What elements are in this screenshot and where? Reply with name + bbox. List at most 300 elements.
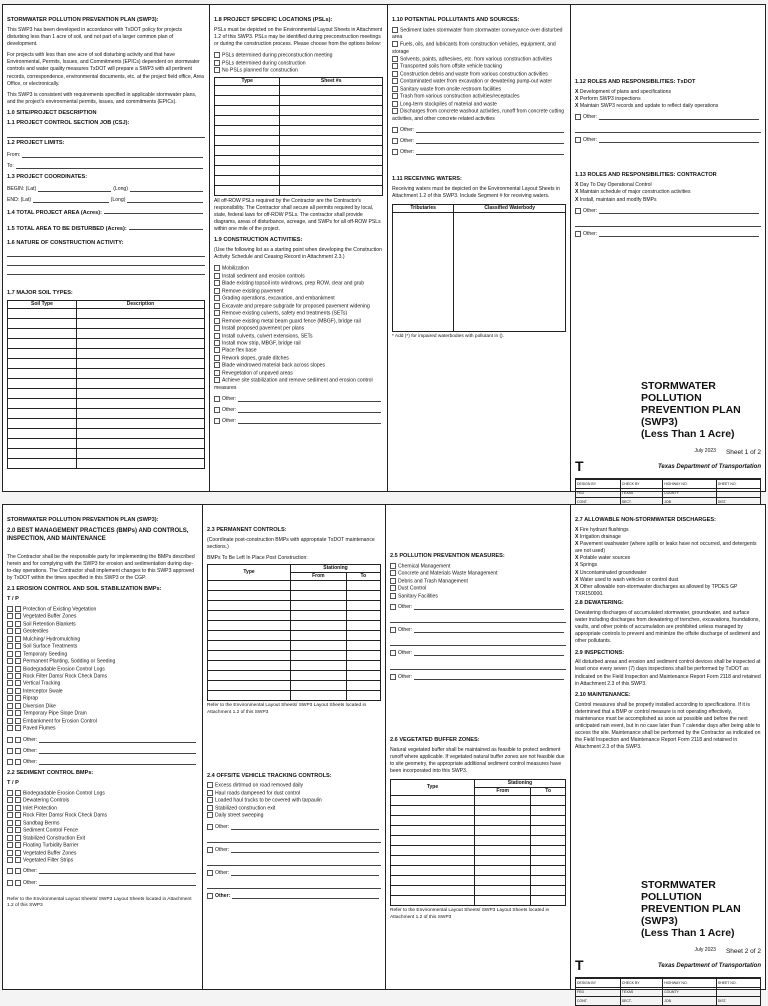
- agency-row: [575, 956, 761, 978]
- list-item[interactable]: [214, 295, 383, 302]
- table-row[interactable]: [208, 621, 381, 631]
- checkbox[interactable]: [7, 857, 13, 863]
- list-item[interactable]: [214, 333, 383, 340]
- list-item[interactable]: [7, 790, 198, 797]
- list-item[interactable]: [7, 606, 198, 613]
- list-item[interactable]: [214, 325, 383, 332]
- highway-cell: HIGHWAY NO.: [663, 979, 717, 988]
- table-row[interactable]: [8, 399, 205, 409]
- table-row[interactable]: [391, 876, 566, 886]
- list-item[interactable]: [392, 108, 566, 123]
- discharges-list: [575, 527, 761, 598]
- table-row[interactable]: [215, 165, 383, 175]
- checkbox[interactable]: [15, 850, 21, 856]
- list-item[interactable]: X Day To Day Operational Control: [575, 182, 652, 189]
- table-row[interactable]: [391, 846, 566, 856]
- other-field[interactable]: [599, 137, 759, 143]
- table-row[interactable]: [391, 856, 566, 866]
- list-item[interactable]: [207, 812, 381, 819]
- checkbox[interactable]: [214, 362, 220, 368]
- table-row[interactable]: [208, 591, 381, 601]
- list-item[interactable]: [392, 93, 566, 100]
- other-field[interactable]: [238, 418, 381, 424]
- other-line[interactable]: [390, 615, 566, 623]
- other-field[interactable]: [599, 208, 759, 214]
- checkbox[interactable]: [214, 310, 220, 316]
- checkbox[interactable]: [15, 805, 21, 811]
- list-item[interactable]: [7, 636, 198, 643]
- other-field[interactable]: [231, 847, 379, 853]
- table-row[interactable]: [215, 125, 383, 135]
- other-field[interactable]: [238, 407, 381, 413]
- checkbox[interactable]: [15, 636, 21, 642]
- checkbox[interactable]: [7, 725, 13, 731]
- checkbox[interactable]: [214, 340, 220, 346]
- checkbox[interactable]: [15, 812, 21, 818]
- list-item[interactable]: [214, 288, 383, 295]
- table-row[interactable]: [8, 449, 205, 459]
- checkbox[interactable]: [214, 377, 220, 383]
- list-item[interactable]: [7, 835, 198, 842]
- checkbox[interactable]: [7, 666, 13, 672]
- list-item[interactable]: [214, 377, 383, 392]
- list-item[interactable]: [214, 370, 383, 377]
- checkbox[interactable]: [392, 27, 398, 33]
- revision-date: July 2023: [694, 947, 716, 954]
- table-row[interactable]: [8, 309, 205, 319]
- list-item[interactable]: [390, 593, 566, 600]
- table-row[interactable]: [391, 866, 566, 876]
- table-row[interactable]: [8, 349, 205, 359]
- checkbox[interactable]: [7, 628, 13, 634]
- list-item[interactable]: [390, 570, 566, 577]
- other-line[interactable]: [390, 638, 566, 646]
- table-row[interactable]: [8, 379, 205, 389]
- table-row[interactable]: [208, 651, 381, 661]
- checkbox[interactable]: [7, 695, 13, 701]
- checkbox[interactable]: [7, 842, 13, 848]
- checkbox[interactable]: [214, 273, 220, 279]
- checkbox[interactable]: [392, 56, 398, 62]
- other-field[interactable]: [39, 868, 196, 874]
- other-label: Other:: [398, 673, 413, 680]
- list-item[interactable]: [214, 355, 383, 362]
- table-row[interactable]: [8, 389, 205, 399]
- other-field[interactable]: [238, 396, 381, 402]
- list-item[interactable]: [390, 585, 566, 592]
- table-row[interactable]: [215, 185, 383, 195]
- list-item-label: Debris and Trash Management: [398, 578, 468, 585]
- list-item[interactable]: [214, 273, 383, 280]
- table-row[interactable]: [8, 429, 205, 439]
- checkbox[interactable]: [214, 355, 220, 361]
- list-item-label: Water used to wash vehicles or control dust: [579, 576, 679, 583]
- checkbox[interactable]: [15, 658, 21, 664]
- list-item-label: Contaminated water from excavation or dewatering pump-out water: [400, 78, 553, 85]
- list-item[interactable]: X Perform SWP3 inspections: [575, 95, 641, 102]
- list-item-label: Construction debris and waste from various construction activities: [400, 71, 548, 78]
- checkbox[interactable]: [207, 812, 213, 818]
- list-item[interactable]: X Maintain SWP3 records and update to reflect daily operations: [575, 103, 719, 110]
- other-field[interactable]: [39, 748, 196, 754]
- table-row[interactable]: [215, 105, 383, 115]
- list-item[interactable]: [207, 797, 381, 804]
- list-item[interactable]: X Uncontaminated groundwater: [575, 569, 647, 576]
- table-row[interactable]: [391, 896, 566, 906]
- sheet1-col2: [210, 5, 388, 491]
- agency-name: Texas Department of Transportation: [657, 963, 761, 969]
- list-item[interactable]: [7, 725, 198, 732]
- checkbox[interactable]: [7, 805, 13, 811]
- checkbox[interactable]: [214, 280, 220, 286]
- list-item[interactable]: [7, 710, 198, 717]
- list-item[interactable]: [392, 56, 566, 63]
- checkbox[interactable]: [15, 725, 21, 731]
- table-row[interactable]: [8, 319, 205, 329]
- checkbox[interactable]: [214, 303, 220, 309]
- checkbox[interactable]: [392, 41, 398, 47]
- table-row[interactable]: [215, 155, 383, 165]
- checkbox[interactable]: [15, 643, 21, 649]
- table-row[interactable]: [208, 581, 381, 591]
- list-item[interactable]: [390, 563, 566, 570]
- list-item[interactable]: [7, 850, 198, 857]
- checkbox[interactable]: [15, 797, 21, 803]
- disturbed-area-field[interactable]: [129, 224, 203, 230]
- list-item[interactable]: [7, 797, 198, 804]
- checkbox[interactable]: [15, 820, 21, 826]
- checkbox[interactable]: [15, 621, 21, 627]
- checkbox[interactable]: [214, 265, 220, 271]
- checkbox[interactable]: [15, 790, 21, 796]
- end-long-field[interactable]: [127, 197, 203, 203]
- checkbox[interactable]: [7, 673, 13, 679]
- table-row[interactable]: [208, 641, 381, 651]
- list-item[interactable]: [392, 101, 566, 108]
- list-item[interactable]: [207, 805, 381, 812]
- table-row[interactable]: [8, 369, 205, 379]
- checkbox[interactable]: [392, 93, 398, 99]
- checkbox[interactable]: [7, 820, 13, 826]
- checkbox[interactable]: [392, 78, 398, 84]
- other-line[interactable]: [575, 219, 761, 227]
- list-item[interactable]: X Maintain schedule of major construction activities: [575, 189, 691, 196]
- table-row[interactable]: [391, 796, 566, 806]
- list-item[interactable]: [214, 303, 383, 310]
- table-row[interactable]: [8, 459, 205, 469]
- checkbox[interactable]: [214, 370, 220, 376]
- list-item[interactable]: [392, 63, 566, 70]
- end-lat-field[interactable]: [33, 197, 109, 203]
- table-row[interactable]: [8, 359, 205, 369]
- checkbox[interactable]: [15, 718, 21, 724]
- to-field[interactable]: [16, 163, 203, 169]
- checkbox[interactable]: [15, 680, 21, 686]
- table-row[interactable]: [8, 329, 205, 339]
- list-item[interactable]: X Springs: [575, 562, 598, 569]
- checkbox[interactable]: [207, 790, 213, 796]
- table-row[interactable]: [208, 611, 381, 621]
- checkbox[interactable]: [7, 606, 13, 612]
- list-item[interactable]: [7, 805, 198, 812]
- list-item[interactable]: [214, 318, 383, 325]
- list-item[interactable]: [207, 790, 381, 797]
- list-item[interactable]: [392, 78, 566, 85]
- other-line[interactable]: [207, 881, 381, 889]
- checkbox[interactable]: [15, 606, 21, 612]
- other-line[interactable]: [207, 858, 381, 866]
- checkbox[interactable]: [15, 703, 21, 709]
- list-item[interactable]: [7, 820, 198, 827]
- checkbox[interactable]: [15, 710, 21, 716]
- psl-option[interactable]: PSLs determined during preconstruction meeting: [214, 52, 383, 59]
- other-field[interactable]: [416, 138, 564, 144]
- checkbox[interactable]: [390, 563, 396, 569]
- list-item[interactable]: [7, 643, 198, 650]
- list-item[interactable]: [7, 718, 198, 725]
- list-item[interactable]: [7, 613, 198, 620]
- begin-long-field[interactable]: [130, 186, 203, 192]
- table-row[interactable]: [215, 135, 383, 145]
- table-row[interactable]: [208, 601, 381, 611]
- table-row[interactable]: [8, 419, 205, 429]
- other-line[interactable]: [575, 125, 761, 133]
- list-item-label: Vegetated Filter Strips: [23, 857, 74, 864]
- list-item[interactable]: X Development of plans and specifications: [575, 88, 672, 95]
- checkbox[interactable]: [15, 842, 21, 848]
- list-item[interactable]: [7, 651, 198, 658]
- other-field[interactable]: [414, 650, 564, 656]
- table-row[interactable]: [393, 213, 566, 332]
- table-row[interactable]: [391, 806, 566, 816]
- sect-cell: SECT.: [620, 498, 662, 507]
- design-by-cell: DESIGN BY: [576, 480, 621, 489]
- checkbox[interactable]: [214, 288, 220, 294]
- table-row[interactable]: [208, 691, 381, 701]
- activity-line[interactable]: [7, 258, 205, 266]
- checkbox[interactable]: [15, 688, 21, 694]
- buffer-zones-table: [390, 779, 566, 906]
- list-item[interactable]: [214, 310, 383, 317]
- checkbox[interactable]: [207, 782, 213, 788]
- checkbox[interactable]: [7, 621, 13, 627]
- checkbox[interactable]: [390, 578, 396, 584]
- checkbox[interactable]: [214, 325, 220, 331]
- table-row[interactable]: [215, 175, 383, 185]
- list-item[interactable]: [392, 41, 566, 56]
- checkbox[interactable]: [7, 688, 13, 694]
- list-item[interactable]: [214, 362, 383, 369]
- checkbox[interactable]: [392, 63, 398, 69]
- list-item[interactable]: X Water used to wash vehicles or control dust: [575, 576, 679, 583]
- list-item-label: Vegetated Buffer Zones: [23, 849, 77, 856]
- checkbox[interactable]: [15, 628, 21, 634]
- checkbox[interactable]: [392, 101, 398, 107]
- list-item[interactable]: [7, 842, 198, 849]
- checkbox[interactable]: [15, 835, 21, 841]
- checkbox[interactable]: [214, 333, 220, 339]
- texas-cell: TEXAS: [620, 988, 662, 997]
- psl-option[interactable]: No PSLs planned for construction: [214, 67, 383, 74]
- other-field[interactable]: [231, 824, 379, 830]
- checkbox[interactable]: [7, 827, 13, 833]
- list-item-label: Stabilized Construction Exit: [23, 834, 86, 841]
- list-item[interactable]: [207, 782, 381, 789]
- checkbox[interactable]: [15, 666, 21, 672]
- other-line[interactable]: [207, 835, 381, 843]
- checkbox[interactable]: [7, 703, 13, 709]
- csj-field[interactable]: [7, 130, 205, 138]
- table-row[interactable]: [8, 409, 205, 419]
- list-item[interactable]: X Fire hydrant flushings: [575, 526, 629, 533]
- list-item[interactable]: [7, 695, 198, 702]
- check-by-cell: CHECK BY: [620, 480, 662, 489]
- list-item[interactable]: [7, 621, 198, 628]
- list-item[interactable]: [7, 673, 198, 680]
- list-item[interactable]: [7, 857, 198, 864]
- table-row[interactable]: [391, 886, 566, 896]
- checkbox[interactable]: [390, 570, 396, 576]
- checkbox[interactable]: [7, 658, 13, 664]
- checkbox[interactable]: [392, 71, 398, 77]
- other-field[interactable]: [599, 114, 759, 120]
- plan-subtitle: (Less Than 1 Acre): [641, 428, 735, 441]
- other-field[interactable]: [416, 127, 564, 133]
- checkbox[interactable]: [207, 797, 213, 803]
- checkbox[interactable]: [15, 695, 21, 701]
- psl-option[interactable]: PSLs determined during construction: [214, 60, 383, 67]
- checkbox[interactable]: [7, 636, 13, 642]
- other-field[interactable]: [39, 737, 196, 743]
- section-1-5: 1.5 TOTAL AREA TO BE DISTURBED (Acres):: [7, 225, 127, 232]
- sheet2-col2: [203, 505, 386, 989]
- checkbox[interactable]: [7, 718, 13, 724]
- list-item[interactable]: [214, 347, 383, 354]
- activity-line[interactable]: [7, 249, 205, 257]
- table-row[interactable]: [215, 85, 383, 95]
- list-item[interactable]: [7, 666, 198, 673]
- other-field[interactable]: [599, 231, 759, 237]
- checkbox[interactable]: [7, 835, 13, 841]
- other-field[interactable]: [416, 149, 564, 155]
- tp-label: T / P: [7, 595, 19, 602]
- checkbox[interactable]: [7, 613, 13, 619]
- other-field[interactable]: [39, 759, 196, 765]
- checkbox[interactable]: [7, 790, 13, 796]
- checkbox[interactable]: [15, 613, 21, 619]
- activity-line[interactable]: [7, 267, 205, 275]
- begin-long-label: (Long): [113, 185, 128, 192]
- list-item[interactable]: [392, 71, 566, 78]
- checkbox[interactable]: [15, 673, 21, 679]
- list-item-label: Protection of Existing Vegetation: [23, 606, 97, 613]
- list-item[interactable]: [214, 340, 383, 347]
- list-item[interactable]: [7, 688, 198, 695]
- list-item-label: Grading operations, excavation, and embankment: [222, 295, 335, 302]
- list-item[interactable]: [7, 658, 198, 665]
- list-item[interactable]: [390, 578, 566, 585]
- checkbox[interactable]: [15, 857, 21, 863]
- checkbox[interactable]: [390, 585, 396, 591]
- list-item-label: Loaded haul trucks to be covered with tarpaulin: [215, 797, 322, 804]
- checkbox[interactable]: [214, 318, 220, 324]
- checkbox[interactable]: [7, 812, 13, 818]
- table-row[interactable]: [8, 339, 205, 349]
- checkbox[interactable]: [214, 295, 220, 301]
- checkbox[interactable]: [7, 710, 13, 716]
- table-row[interactable]: [208, 671, 381, 681]
- table-row[interactable]: [215, 95, 383, 105]
- list-item[interactable]: [214, 280, 383, 287]
- begin-lat-field[interactable]: [38, 186, 111, 192]
- project-area-field[interactable]: [104, 208, 203, 214]
- list-item[interactable]: X Pavement washwater (where spills or leaks have not occurred, and detergents are not used): [575, 541, 757, 555]
- from-label: From:: [7, 151, 21, 158]
- checkbox[interactable]: [7, 651, 13, 657]
- list-item[interactable]: [7, 827, 198, 834]
- list-item[interactable]: X Potable water sources: [575, 555, 631, 562]
- list-item[interactable]: X Irrigation drainage: [575, 533, 621, 540]
- other-field[interactable]: [414, 604, 564, 610]
- pollution-prevention-list: [390, 563, 566, 600]
- table-row[interactable]: [391, 816, 566, 826]
- table-row[interactable]: [391, 826, 566, 836]
- list-item[interactable]: [7, 812, 198, 819]
- list-item[interactable]: X Other allowable non-stormwater discharges as allowed by TPDES GP TXR150000.: [575, 583, 738, 597]
- table-row[interactable]: [208, 631, 381, 641]
- list-item[interactable]: [392, 86, 566, 93]
- table-row[interactable]: [208, 661, 381, 671]
- other-field[interactable]: [414, 627, 564, 633]
- sheet1-col1: [3, 5, 210, 491]
- other-field[interactable]: [231, 870, 379, 876]
- list-item[interactable]: X Install, maintain and modify BMPs: [575, 196, 657, 203]
- checkbox[interactable]: [7, 850, 13, 856]
- checkbox[interactable]: [7, 680, 13, 686]
- list-item[interactable]: [7, 703, 198, 710]
- highway-cell: HIGHWAY NO.: [663, 480, 717, 489]
- list-item[interactable]: [392, 27, 566, 42]
- to-header: To: [531, 788, 566, 796]
- list-item[interactable]: [214, 265, 383, 272]
- table-row[interactable]: [391, 836, 566, 846]
- list-item[interactable]: [7, 628, 198, 635]
- list-item[interactable]: [7, 680, 198, 687]
- other-field[interactable]: [232, 893, 379, 899]
- other-field[interactable]: [414, 674, 564, 680]
- other-line[interactable]: [390, 662, 566, 670]
- table-row[interactable]: [215, 115, 383, 125]
- list-item-label: Place flex base: [222, 347, 257, 354]
- checkbox[interactable]: [392, 108, 398, 114]
- other-field[interactable]: [39, 880, 196, 886]
- table-row[interactable]: [208, 681, 381, 691]
- checkbox[interactable]: [207, 805, 213, 811]
- checkbox[interactable]: [15, 651, 21, 657]
- checkbox[interactable]: [390, 593, 396, 599]
- checkbox[interactable]: [15, 827, 21, 833]
- checkbox[interactable]: [7, 643, 13, 649]
- table-row[interactable]: [8, 439, 205, 449]
- checkbox[interactable]: [7, 797, 13, 803]
- agency-name: Texas Department of Transportation: [657, 464, 761, 470]
- checkbox[interactable]: [214, 347, 220, 353]
- checkbox[interactable]: [392, 86, 398, 92]
- section-2-0: 2.0 BEST MANAGEMENT PRACTICES (BMPs) AND CONTROLS, INSPECTION, AND MAINTENANCE: [7, 527, 189, 543]
- sheet-1: [2, 4, 766, 504]
- table-row[interactable]: [215, 145, 383, 155]
- from-field[interactable]: [22, 152, 203, 158]
